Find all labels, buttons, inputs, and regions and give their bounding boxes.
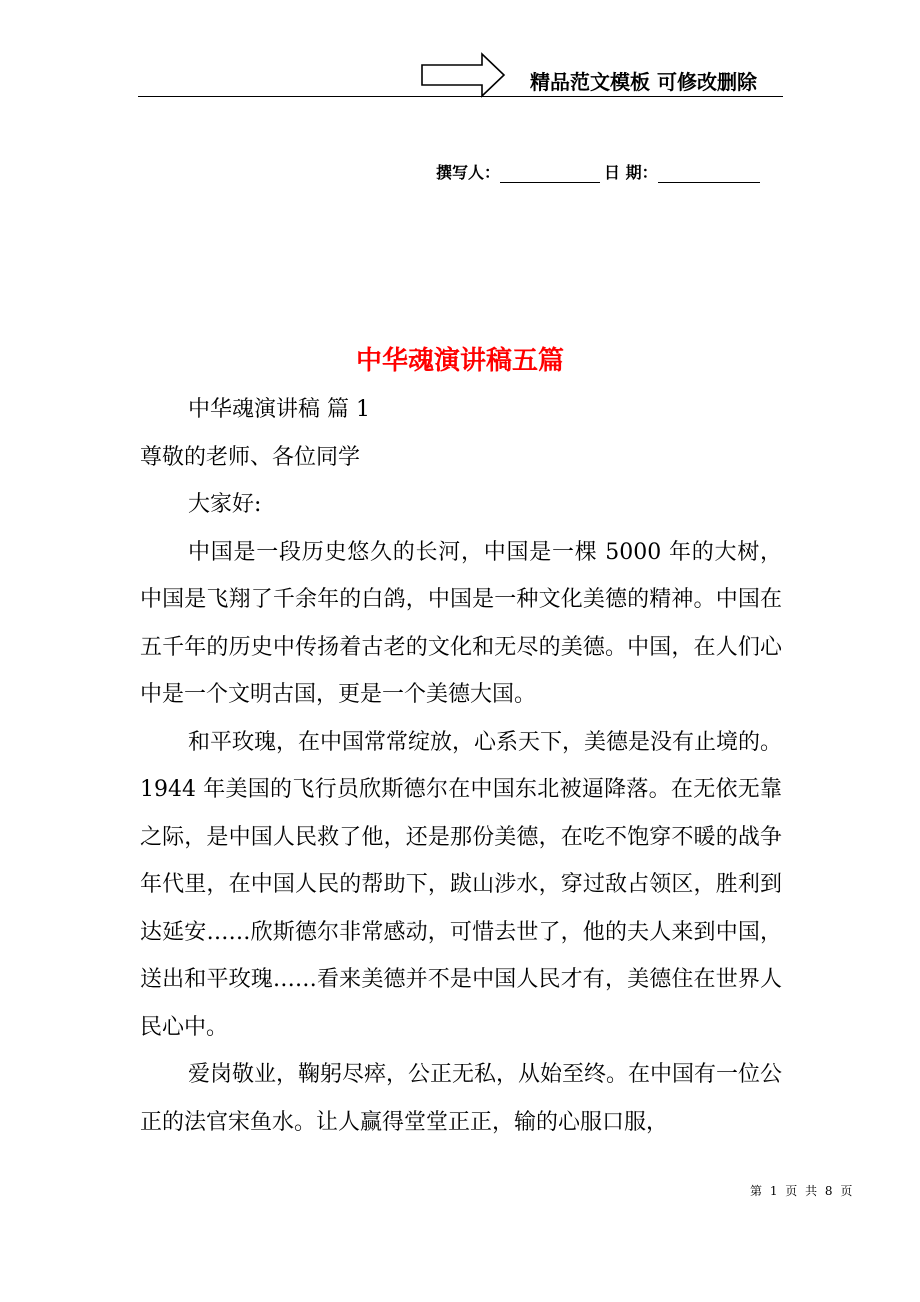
date-label: 日 期： xyxy=(604,163,658,182)
greeting: 大家好: xyxy=(188,492,262,517)
page-footer: 第 1 页 共 8 页 xyxy=(750,1184,853,1198)
author-label: 撰写人： xyxy=(436,163,501,182)
header-label: 精品范文模板 可修改删除 xyxy=(530,70,757,94)
date-blank-field[interactable] xyxy=(658,164,760,183)
document-body xyxy=(140,386,782,1146)
header-divider xyxy=(138,96,783,97)
right-arrow-outline-icon xyxy=(420,52,506,98)
document-title: 中华魂演讲稿五篇 xyxy=(355,346,564,376)
body-paragraph: 中国是一段历史悠久的长河，中国是一棵 5000 年的大树，中国是飞翔了千余年的白鸽，中国是一种文化美德的精神。中国在五千年的历史中传扬着古老的文化和无尽的美德。中国，在人们心中是一个文明古国，更是一个美德大国。 xyxy=(140,539,782,707)
salutation: 尊敬的老师、各位同学 xyxy=(140,444,361,470)
author-blank-field[interactable] xyxy=(500,164,600,183)
section-heading: 中华魂演讲稿 篇 1 xyxy=(188,397,370,422)
body-paragraph: 爱岗敬业，鞠躬尽瘁，公正无私，从始至终。在中国有一位公正的法官宋鱼水。让人赢得堂堂正正，输的心服口服， xyxy=(140,1062,783,1135)
byline xyxy=(436,160,760,183)
body-paragraph: 和平玫瑰，在中国常常绽放，心系天下，美德是没有止境的。1944 年美国的飞行员欣斯德尔在中国东北被逼降落。在无依无靠之际，是中国人民救了他，还是那份美德，在吃不饱穿不暖的战争年代里，在中国人民的帮助下，跋山涉水，穿过敌占领区，胜利到达延安……欣斯德尔非常感动，可惜去世了，他的夫人来到中国，送出和平玫瑰……看来美德并不是中国人民才有，美德住在世界人民心中。 xyxy=(140,729,783,1040)
